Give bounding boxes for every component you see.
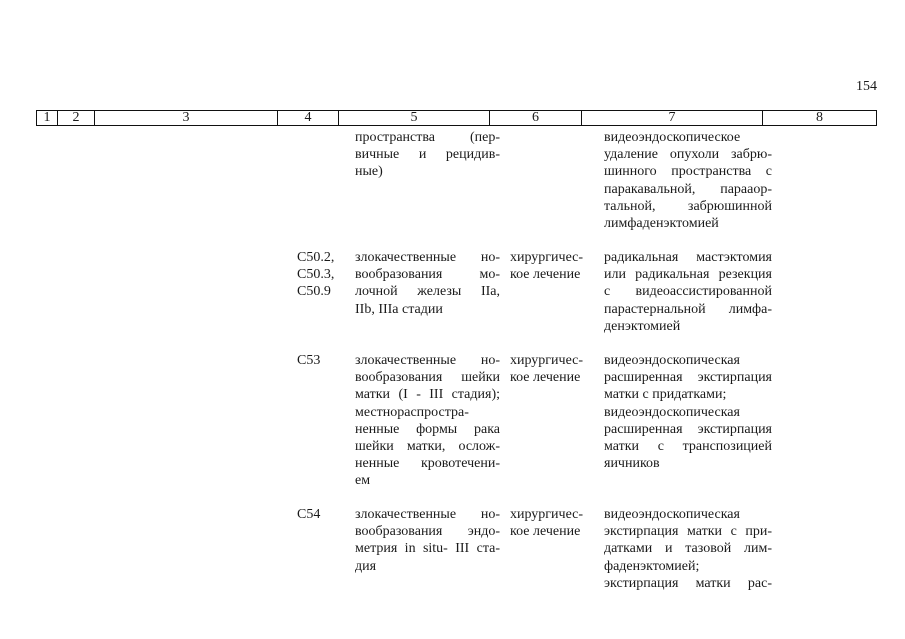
condition-cell [355, 249, 500, 318]
table-header-row [36, 110, 877, 126]
method-line: видеоэндоскопическая [604, 353, 740, 368]
treatment-type-line: кое лечение [510, 267, 581, 283]
method-line: матки с транспозицией [604, 438, 772, 454]
method-cell [604, 129, 772, 232]
condition-line: пространства (пер- [355, 130, 500, 145]
method-line: яичников [604, 456, 660, 472]
method-cell [604, 352, 772, 472]
method-line: расширенная экстирпация [604, 370, 772, 386]
condition-line: вообразования мо- [355, 267, 500, 283]
condition-line: ненные кровотечени- [355, 456, 500, 472]
method-line: матки с придатками; [604, 387, 727, 403]
column-header-5: 5 [338, 111, 489, 125]
condition-line: IIb, IIIa стадии [355, 301, 443, 317]
column-header-6: 6 [489, 111, 581, 125]
method-line: экстирпация матки рас- [604, 575, 772, 591]
column-header-2: 2 [57, 111, 94, 125]
condition-line: злокачественные но- [355, 507, 500, 522]
condition-line: местнораспростра- [355, 404, 469, 420]
condition-line: дия [355, 558, 377, 574]
condition-line: вообразования эндо- [355, 524, 500, 540]
method-line: экстирпация матки с при- [604, 524, 772, 540]
method-line: видеоэндоскопическая [604, 507, 740, 522]
treatment-type-line: кое лечение [510, 524, 581, 540]
method-line: парастернальной лимфа- [604, 301, 772, 317]
column-header-3: 3 [94, 111, 277, 125]
treatment-type-line: хирургичес- [510, 353, 584, 368]
code-cell [297, 506, 342, 523]
condition-line: шейки матки, ослож- [355, 438, 500, 454]
condition-line: вообразования шейки [355, 370, 500, 386]
method-line: видеоэндоскопическое [604, 130, 741, 145]
code-cell [297, 249, 342, 301]
method-line: шинного пространства с [604, 164, 772, 180]
code-line: C50.9 [297, 284, 331, 300]
method-cell [604, 249, 772, 335]
condition-line: ные) [355, 164, 383, 180]
code-line: C53 [297, 353, 321, 368]
condition-cell [355, 352, 500, 490]
condition-line: матки (I - III стадия); [355, 387, 500, 403]
method-line: удаление опухоли забрю- [604, 147, 772, 163]
treatment-type-line: хирургичес- [510, 507, 584, 522]
code-cell [297, 352, 342, 369]
treatment-type-line: хирургичес- [510, 250, 584, 265]
treatment-type-line: кое лечение [510, 370, 581, 386]
method-line: тальной, забрюшинной [604, 198, 772, 214]
column-header-7: 7 [581, 111, 762, 125]
condition-line: ненные формы рака [355, 421, 500, 437]
condition-line: злокачественные но- [355, 353, 500, 368]
column-header-4: 4 [277, 111, 338, 125]
method-line: расширенная экстирпация [604, 421, 772, 437]
code-line: C50.3, [297, 267, 335, 283]
condition-cell [355, 506, 500, 575]
condition-line: ем [355, 473, 371, 489]
column-header-1: 1 [43, 110, 51, 125]
column-header-8: 8 [762, 111, 876, 125]
treatment-type-cell [510, 249, 590, 283]
code-line: C54 [297, 507, 321, 522]
condition-line: лочной железы IIa, [355, 284, 500, 300]
condition-line: вичные и рецидив- [355, 147, 500, 163]
condition-line: злокачественные но- [355, 250, 500, 265]
method-line: радикальная мастэктомия [604, 250, 772, 265]
condition-cell [355, 129, 500, 181]
method-line: видеоэндоскопическая [604, 404, 740, 420]
method-line: фаденэктомией; [604, 558, 700, 574]
page-number: 154 [856, 79, 877, 94]
method-line: или радикальная резекция [604, 267, 772, 283]
treatment-type-cell [510, 352, 590, 386]
method-line: лимфаденэктомией [604, 215, 719, 231]
method-line: паракавальной, парааор- [604, 181, 772, 197]
method-line: денэктомией [604, 318, 681, 334]
method-line: с видеоассистированной [604, 284, 772, 300]
method-cell [604, 506, 772, 592]
treatment-type-cell [510, 506, 590, 540]
code-line: C50.2, [297, 250, 335, 265]
method-line: датками и тазовой лим- [604, 541, 772, 557]
condition-line: метрия in situ- III ста- [355, 541, 500, 557]
